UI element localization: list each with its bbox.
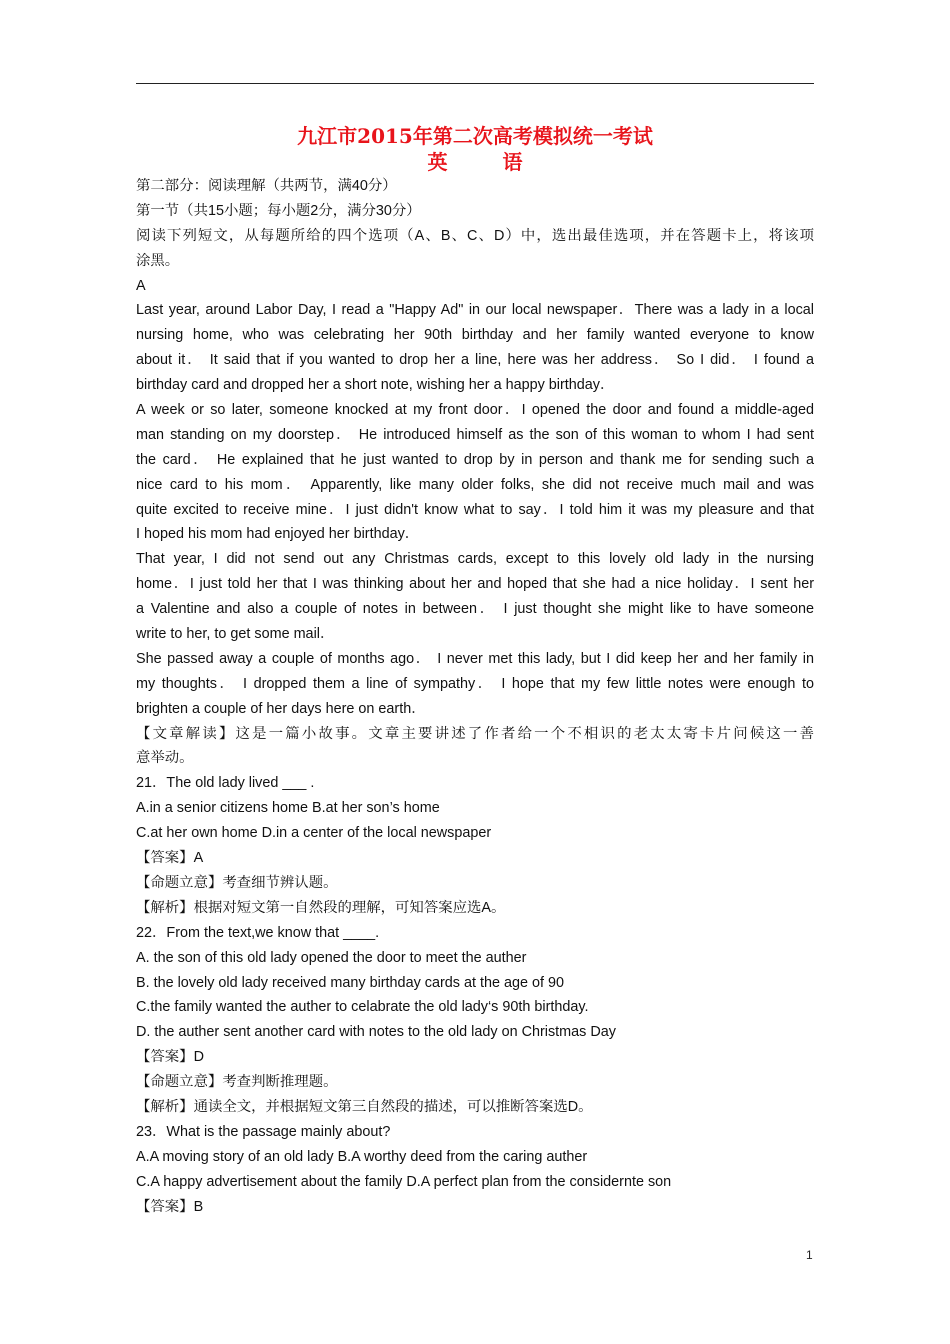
header-rule [136, 83, 814, 84]
passage-line: A week or so later, someone knocked at my front door．I opened the door and found a middle-aged [136, 402, 814, 419]
instruction-line: 阅读下列短文，从每题所给的四个选项（A、B、C、D）中，选出最佳选项，并在答题卡上，将该项 [136, 227, 814, 244]
page-number: 1 [806, 1248, 813, 1262]
passage-line: brighten a couple of her days here on earth． [136, 700, 426, 717]
question-21: 21．The old lady lived ___ . [136, 775, 315, 792]
passage-line: I hoped his mom had enjoyed her birthday． [136, 526, 420, 543]
passage-line: home．I just told her that I was thinking about her and hoped that she had a nice holiday．I sent her [136, 576, 814, 593]
passage-line: a Valentine and also a couple of notes in between． I just thought she might like to have someone [136, 601, 814, 618]
question-23-options: A.A moving story of an old lady B.A worthy deed from the caring auther [136, 1148, 588, 1165]
passage-line: man standing on my doorstep． He introduced himself as the son of this woman to whom I had sent [136, 426, 814, 443]
analysis-line: 【文章解读】这是一篇小故事。文章主要讲述了作者给一个不相识的老太太寄卡片问候这一善 [136, 725, 814, 742]
passage-line: Last year, around Labor Day, I read a "Happy Ad" in our local newspaper．There was a lady in a local [136, 302, 814, 319]
question-22-option: C.the family wanted the auther to celabrate the old lady‘s 90th birthday. [136, 999, 589, 1016]
question-21-options: C.at her own home D.in a center of the local newspaper [136, 825, 492, 842]
passage-line: nursing home, who was celebrating her 90th birthday and her family wanted everyone to know [136, 327, 814, 344]
passage-line: That year, I did not send out any Christmas cards, except to this lovely old lady in the nursing [136, 551, 814, 568]
passage-line: nice card to his mom． Apparently, like many older folks, she did not receive much mail and was [136, 476, 814, 493]
subject-title: 英 语 [427, 150, 547, 174]
question-23-answer: 【答案】B [136, 1198, 204, 1215]
exam-title: 九江市2015年第二次高考模拟统一考试 [297, 124, 653, 148]
document-body [136, 174, 814, 1219]
passage-line: the card． He explained that he just wanted to drop by in person and thank me for sending such a [136, 451, 814, 468]
passage-label: A [136, 277, 146, 294]
question-22-intent: 【命题立意】考查判断推理题。 [136, 1074, 338, 1091]
question-23: 23．What is the passage mainly about? [136, 1123, 391, 1140]
passage-line: my thoughts． I dropped them a line of sympathy． I hope that my few little notes were enough to [136, 675, 814, 692]
passage-line: She passed away a couple of months ago． I never met this lady, but I did keep her and her family in [136, 650, 814, 667]
passage-line: about it． It said that if you wanted to drop her a line, here was her address． So I did． I found a [136, 352, 814, 369]
section-heading: 第二部分：阅读理解（共两节，满40分） [136, 178, 397, 194]
instruction-line: 涂黑。 [136, 252, 180, 269]
question-22-answer: 【答案】D [136, 1049, 204, 1066]
passage-line: birthday card and dropped her a short note, wishing her a happy birthday． [136, 377, 615, 394]
question-23-options: C.A happy advertisement about the family D.A perfect plan from the considernte son [136, 1173, 672, 1190]
question-22-option: D. the auther sent another card with notes to the old lady on Christmas Day [136, 1024, 616, 1041]
passage-line: quite excited to receive mine．I just didn't know what to say．I told him it was my pleasure and that [136, 501, 814, 518]
question-22: 22．From the text,we know that ____. [136, 924, 380, 941]
question-22-option: B. the lovely old lady received many birthday cards at the age of 90 [136, 974, 564, 991]
question-21-options: A.in a senior citizens home B.at her son’s home [136, 800, 440, 817]
question-22-option: A. the son of this old lady opened the door to meet the auther [136, 949, 527, 966]
analysis-line: 意举动。 [136, 750, 194, 767]
passage-line: write to her, to get some mail． [136, 626, 335, 643]
question-21-answer: 【答案】A [136, 850, 204, 867]
section-subheading: 第一节（共15小题；每小题2分，满分30分） [136, 202, 421, 219]
question-22-explanation: 【解析】通读全文，并根据短文第三自然段的描述，可以推断答案选D。 [136, 1098, 593, 1115]
question-21-intent: 【命题立意】考查细节辨认题。 [136, 874, 338, 891]
question-21-explanation: 【解析】根据对短文第一自然段的理解，可知答案应选A。 [136, 899, 506, 916]
